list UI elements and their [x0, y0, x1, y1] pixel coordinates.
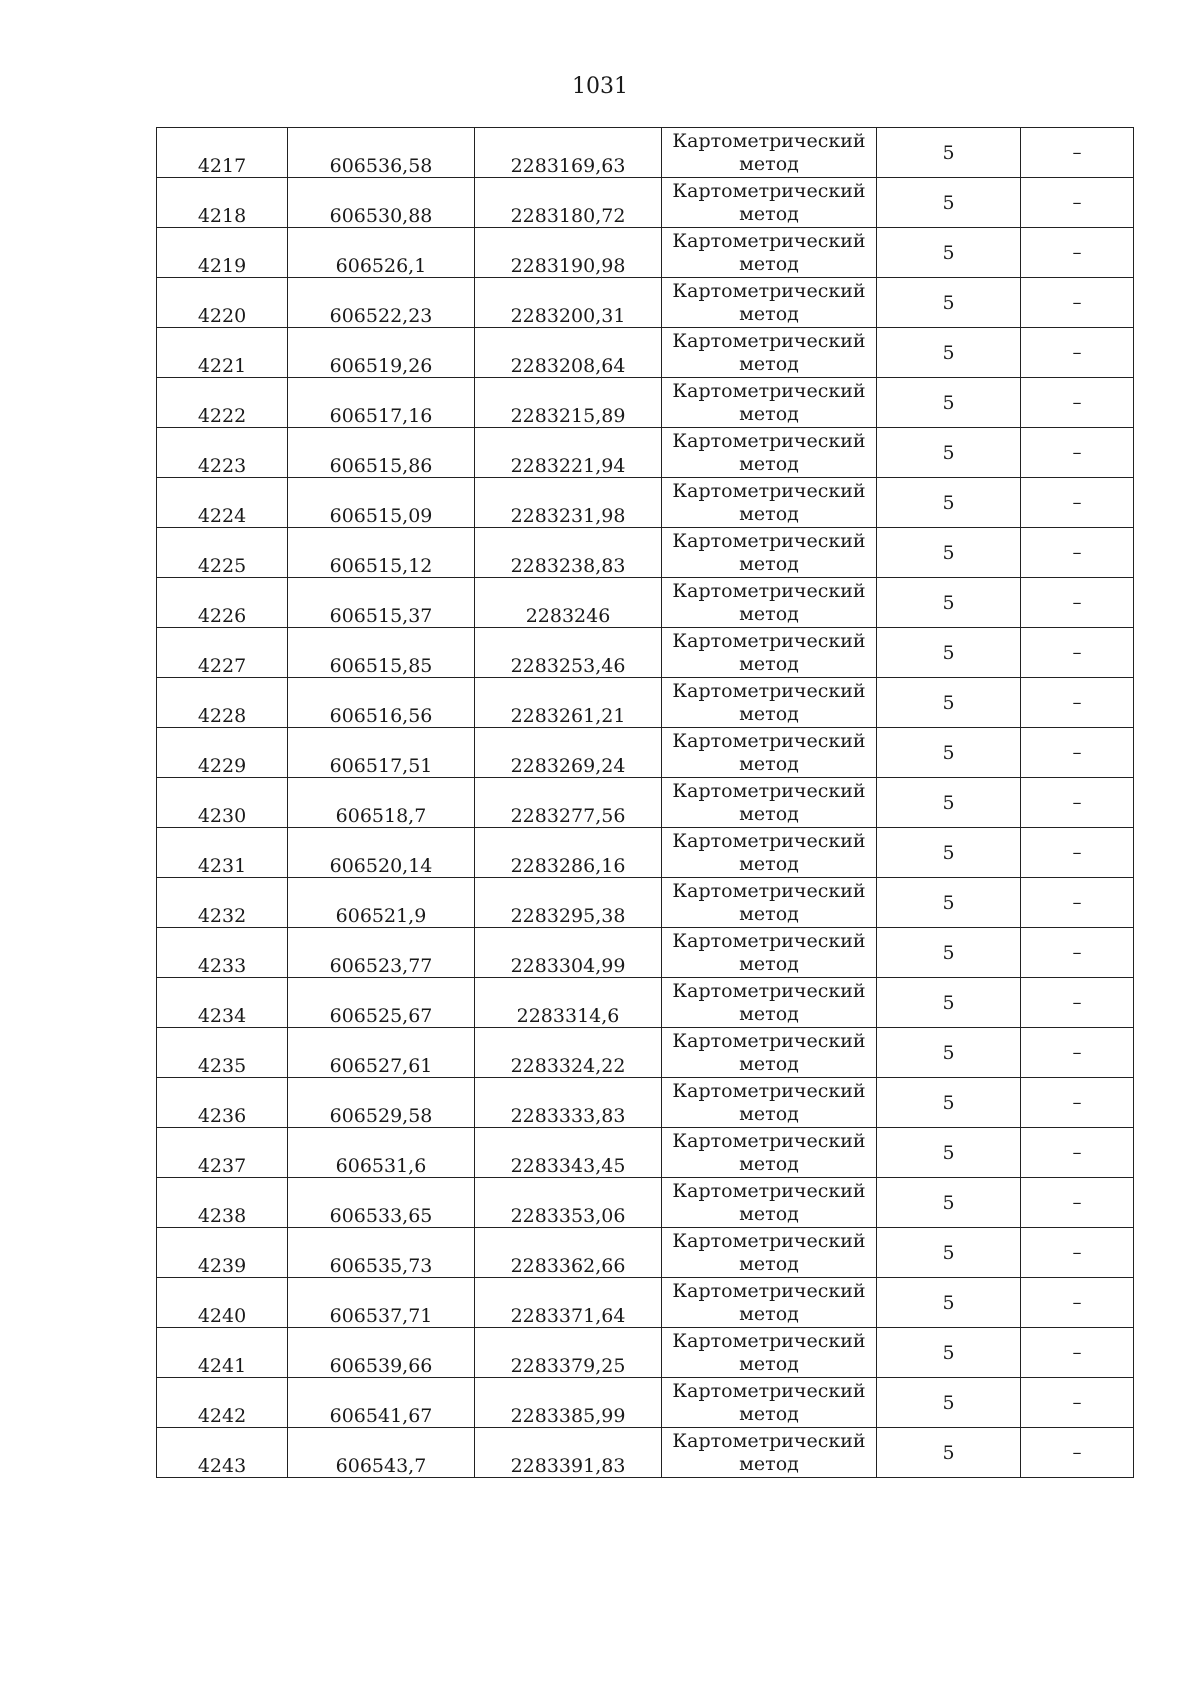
accuracy-cell: 5	[877, 478, 1021, 528]
method-cell	[662, 728, 877, 778]
accuracy-cell: 5	[877, 1028, 1021, 1078]
method-text: Картометрический	[672, 279, 866, 302]
y-coordinate-cell: 2283295,38	[475, 878, 662, 928]
table-row	[157, 1178, 1134, 1228]
accuracy-cell: 5	[877, 378, 1021, 428]
y-coordinate-cell: 2283324,22	[475, 1028, 662, 1078]
accuracy-cell: 5	[877, 228, 1021, 278]
method-text: метод	[739, 552, 799, 575]
description-cell: –	[1021, 1228, 1134, 1278]
point-number-cell: 4236	[157, 1078, 288, 1128]
method-cell	[662, 578, 877, 628]
table-row	[157, 878, 1134, 928]
point-number-cell: 4243	[157, 1428, 288, 1478]
y-coordinate-cell: 2283362,66	[475, 1228, 662, 1278]
method-cell	[662, 528, 877, 578]
method-text: Картометрический	[672, 829, 866, 852]
method-cell	[662, 428, 877, 478]
y-coordinate-cell: 2283333,83	[475, 1078, 662, 1128]
x-coordinate-cell: 606536,58	[288, 128, 475, 178]
accuracy-cell: 5	[877, 978, 1021, 1028]
method-cell	[662, 178, 877, 228]
x-coordinate-cell: 606530,88	[288, 178, 475, 228]
x-coordinate-cell: 606541,67	[288, 1378, 475, 1428]
description-cell: –	[1021, 1028, 1134, 1078]
x-coordinate-cell: 606523,77	[288, 928, 475, 978]
method-cell	[662, 328, 877, 378]
description-cell: –	[1021, 1428, 1134, 1478]
x-coordinate-cell: 606537,71	[288, 1278, 475, 1328]
method-cell	[662, 678, 877, 728]
table-row	[157, 228, 1134, 278]
table-row	[157, 278, 1134, 328]
description-cell: –	[1021, 378, 1134, 428]
method-text: Картометрический	[672, 1429, 866, 1452]
table-row	[157, 928, 1134, 978]
table-row	[157, 528, 1134, 578]
method-cell	[662, 128, 877, 178]
y-coordinate-cell: 2283269,24	[475, 728, 662, 778]
method-text: метод	[739, 952, 799, 975]
method-text: Картометрический	[672, 579, 866, 602]
y-coordinate-cell: 2283353,06	[475, 1178, 662, 1228]
accuracy-cell: 5	[877, 728, 1021, 778]
accuracy-cell: 5	[877, 428, 1021, 478]
table-row	[157, 1128, 1134, 1178]
method-text: метод	[739, 752, 799, 775]
method-text: Картометрический	[672, 879, 866, 902]
accuracy-cell: 5	[877, 1278, 1021, 1328]
point-number-cell: 4234	[157, 978, 288, 1028]
point-number-cell: 4221	[157, 328, 288, 378]
method-text: Картометрический	[672, 229, 866, 252]
point-number-cell: 4239	[157, 1228, 288, 1278]
x-coordinate-cell: 606515,12	[288, 528, 475, 578]
point-number-cell: 4217	[157, 128, 288, 178]
method-text: Картометрический	[672, 1329, 866, 1352]
method-text: метод	[739, 802, 799, 825]
point-number-cell: 4220	[157, 278, 288, 328]
method-text: метод	[739, 1252, 799, 1275]
table-row	[157, 828, 1134, 878]
point-number-cell: 4232	[157, 878, 288, 928]
point-number-cell: 4223	[157, 428, 288, 478]
method-text: Картометрический	[672, 379, 866, 402]
description-cell: –	[1021, 678, 1134, 728]
method-cell	[662, 928, 877, 978]
description-cell: –	[1021, 128, 1134, 178]
x-coordinate-cell: 606531,6	[288, 1128, 475, 1178]
y-coordinate-cell: 2283371,64	[475, 1278, 662, 1328]
method-cell	[662, 1378, 877, 1428]
method-text: метод	[739, 302, 799, 325]
method-text: Картометрический	[672, 1079, 866, 1102]
coordinates-table-body	[157, 128, 1134, 1478]
description-cell: –	[1021, 778, 1134, 828]
method-text: метод	[739, 852, 799, 875]
method-text: метод	[739, 502, 799, 525]
accuracy-cell: 5	[877, 1178, 1021, 1228]
description-cell: –	[1021, 1378, 1134, 1428]
method-text: Картометрический	[672, 929, 866, 952]
point-number-cell: 4226	[157, 578, 288, 628]
x-coordinate-cell: 606533,65	[288, 1178, 475, 1228]
y-coordinate-cell: 2283314,6	[475, 978, 662, 1028]
table-row	[157, 628, 1134, 678]
table-row	[157, 1328, 1134, 1378]
y-coordinate-cell: 2283246	[475, 578, 662, 628]
description-cell: –	[1021, 978, 1134, 1028]
description-cell: –	[1021, 878, 1134, 928]
x-coordinate-cell: 606521,9	[288, 878, 475, 928]
point-number-cell: 4227	[157, 628, 288, 678]
accuracy-cell: 5	[877, 278, 1021, 328]
x-coordinate-cell: 606515,86	[288, 428, 475, 478]
method-text: Картометрический	[672, 979, 866, 1002]
description-cell: –	[1021, 1128, 1134, 1178]
y-coordinate-cell: 2283379,25	[475, 1328, 662, 1378]
table-row	[157, 478, 1134, 528]
method-text: метод	[739, 452, 799, 475]
method-text: Картометрический	[672, 1179, 866, 1202]
description-cell: –	[1021, 428, 1134, 478]
method-cell	[662, 478, 877, 528]
x-coordinate-cell: 606515,09	[288, 478, 475, 528]
method-text: метод	[739, 602, 799, 625]
accuracy-cell: 5	[877, 628, 1021, 678]
method-text: Картометрический	[672, 1279, 866, 1302]
table-row	[157, 1078, 1134, 1128]
point-number-cell: 4235	[157, 1028, 288, 1078]
method-text: Картометрический	[672, 779, 866, 802]
accuracy-cell: 5	[877, 928, 1021, 978]
method-cell	[662, 278, 877, 328]
method-cell	[662, 1078, 877, 1128]
x-coordinate-cell: 606515,37	[288, 578, 475, 628]
method-text: Картометрический	[672, 529, 866, 552]
table-row	[157, 1378, 1134, 1428]
method-text: Картометрический	[672, 429, 866, 452]
method-cell	[662, 1228, 877, 1278]
description-cell: –	[1021, 1078, 1134, 1128]
y-coordinate-cell: 2283180,72	[475, 178, 662, 228]
y-coordinate-cell: 2283391,83	[475, 1428, 662, 1478]
method-text: Картометрический	[672, 1379, 866, 1402]
table-row	[157, 178, 1134, 228]
method-text: Картометрический	[672, 1229, 866, 1252]
x-coordinate-cell: 606519,26	[288, 328, 475, 378]
table-row	[157, 378, 1134, 428]
method-text: Картометрический	[672, 629, 866, 652]
description-cell: –	[1021, 928, 1134, 978]
description-cell: –	[1021, 728, 1134, 778]
method-text: метод	[739, 252, 799, 275]
method-text: Картометрический	[672, 729, 866, 752]
method-cell	[662, 378, 877, 428]
method-text: метод	[739, 702, 799, 725]
point-number-cell: 4230	[157, 778, 288, 828]
method-text: метод	[739, 1152, 799, 1175]
method-text: Картометрический	[672, 479, 866, 502]
point-number-cell: 4218	[157, 178, 288, 228]
accuracy-cell: 5	[877, 178, 1021, 228]
y-coordinate-cell: 2283277,56	[475, 778, 662, 828]
method-text: метод	[739, 652, 799, 675]
description-cell: –	[1021, 328, 1134, 378]
method-text: Картометрический	[672, 1029, 866, 1052]
x-coordinate-cell: 606515,85	[288, 628, 475, 678]
accuracy-cell: 5	[877, 1228, 1021, 1278]
method-cell	[662, 1028, 877, 1078]
description-cell: –	[1021, 828, 1134, 878]
method-cell	[662, 778, 877, 828]
method-text: Картометрический	[672, 179, 866, 202]
method-text: метод	[739, 1402, 799, 1425]
y-coordinate-cell: 2283385,99	[475, 1378, 662, 1428]
y-coordinate-cell: 2283221,94	[475, 428, 662, 478]
method-text: метод	[739, 1002, 799, 1025]
method-text: метод	[739, 902, 799, 925]
x-coordinate-cell: 606525,67	[288, 978, 475, 1028]
y-coordinate-cell: 2283200,31	[475, 278, 662, 328]
x-coordinate-cell: 606529,58	[288, 1078, 475, 1128]
accuracy-cell: 5	[877, 878, 1021, 928]
x-coordinate-cell: 606543,7	[288, 1428, 475, 1478]
description-cell: –	[1021, 1328, 1134, 1378]
description-cell: –	[1021, 228, 1134, 278]
table-row	[157, 1428, 1134, 1478]
point-number-cell: 4228	[157, 678, 288, 728]
x-coordinate-cell: 606518,7	[288, 778, 475, 828]
method-text: метод	[739, 352, 799, 375]
x-coordinate-cell: 606522,23	[288, 278, 475, 328]
point-number-cell: 4224	[157, 478, 288, 528]
table-row	[157, 978, 1134, 1028]
y-coordinate-cell: 2283343,45	[475, 1128, 662, 1178]
method-text: метод	[739, 402, 799, 425]
y-coordinate-cell: 2283231,98	[475, 478, 662, 528]
method-text: метод	[739, 1452, 799, 1475]
method-cell	[662, 828, 877, 878]
x-coordinate-cell: 606520,14	[288, 828, 475, 878]
y-coordinate-cell: 2283190,98	[475, 228, 662, 278]
table-row	[157, 728, 1134, 778]
accuracy-cell: 5	[877, 128, 1021, 178]
point-number-cell: 4219	[157, 228, 288, 278]
accuracy-cell: 5	[877, 578, 1021, 628]
point-number-cell: 4231	[157, 828, 288, 878]
method-text: метод	[739, 1202, 799, 1225]
method-text: Картометрический	[672, 129, 866, 152]
x-coordinate-cell: 606535,73	[288, 1228, 475, 1278]
point-number-cell: 4233	[157, 928, 288, 978]
method-text: метод	[739, 1052, 799, 1075]
y-coordinate-cell: 2283261,21	[475, 678, 662, 728]
table-row	[157, 428, 1134, 478]
point-number-cell: 4229	[157, 728, 288, 778]
description-cell: –	[1021, 1178, 1134, 1228]
method-text: метод	[739, 1102, 799, 1125]
page-number: 1031	[572, 74, 628, 99]
y-coordinate-cell: 2283215,89	[475, 378, 662, 428]
table-row	[157, 578, 1134, 628]
method-cell	[662, 1428, 877, 1478]
description-cell: –	[1021, 1278, 1134, 1328]
x-coordinate-cell: 606539,66	[288, 1328, 475, 1378]
point-number-cell: 4240	[157, 1278, 288, 1328]
point-number-cell: 4225	[157, 528, 288, 578]
method-cell	[662, 1178, 877, 1228]
point-number-cell: 4238	[157, 1178, 288, 1228]
point-number-cell: 4237	[157, 1128, 288, 1178]
method-cell	[662, 878, 877, 928]
accuracy-cell: 5	[877, 1428, 1021, 1478]
y-coordinate-cell: 2283304,99	[475, 928, 662, 978]
x-coordinate-cell: 606517,16	[288, 378, 475, 428]
table-row	[157, 328, 1134, 378]
table-row	[157, 1228, 1134, 1278]
method-text: метод	[739, 1302, 799, 1325]
accuracy-cell: 5	[877, 828, 1021, 878]
method-cell	[662, 1328, 877, 1378]
method-text: Картометрический	[672, 329, 866, 352]
y-coordinate-cell: 2283286,16	[475, 828, 662, 878]
description-cell: –	[1021, 278, 1134, 328]
table-row	[157, 128, 1134, 178]
description-cell: –	[1021, 478, 1134, 528]
x-coordinate-cell: 606526,1	[288, 228, 475, 278]
y-coordinate-cell: 2283169,63	[475, 128, 662, 178]
y-coordinate-cell: 2283253,46	[475, 628, 662, 678]
description-cell: –	[1021, 178, 1134, 228]
x-coordinate-cell: 606517,51	[288, 728, 475, 778]
accuracy-cell: 5	[877, 328, 1021, 378]
method-cell	[662, 1278, 877, 1328]
accuracy-cell: 5	[877, 1378, 1021, 1428]
description-cell: –	[1021, 628, 1134, 678]
table-row	[157, 678, 1134, 728]
accuracy-cell: 5	[877, 528, 1021, 578]
method-cell	[662, 978, 877, 1028]
description-cell: –	[1021, 578, 1134, 628]
method-text: метод	[739, 1352, 799, 1375]
coordinates-table	[156, 127, 1134, 1478]
method-cell	[662, 228, 877, 278]
description-cell: –	[1021, 528, 1134, 578]
method-cell	[662, 628, 877, 678]
table-row	[157, 778, 1134, 828]
y-coordinate-cell: 2283238,83	[475, 528, 662, 578]
method-text: Картометрический	[672, 1129, 866, 1152]
point-number-cell: 4241	[157, 1328, 288, 1378]
x-coordinate-cell: 606516,56	[288, 678, 475, 728]
table-row	[157, 1028, 1134, 1078]
method-text: Картометрический	[672, 679, 866, 702]
accuracy-cell: 5	[877, 1128, 1021, 1178]
accuracy-cell: 5	[877, 678, 1021, 728]
accuracy-cell: 5	[877, 778, 1021, 828]
accuracy-cell: 5	[877, 1078, 1021, 1128]
y-coordinate-cell: 2283208,64	[475, 328, 662, 378]
method-text: метод	[739, 152, 799, 175]
x-coordinate-cell: 606527,61	[288, 1028, 475, 1078]
point-number-cell: 4222	[157, 378, 288, 428]
point-number-cell: 4242	[157, 1378, 288, 1428]
method-text: метод	[739, 202, 799, 225]
table-row	[157, 1278, 1134, 1328]
accuracy-cell: 5	[877, 1328, 1021, 1378]
method-cell	[662, 1128, 877, 1178]
